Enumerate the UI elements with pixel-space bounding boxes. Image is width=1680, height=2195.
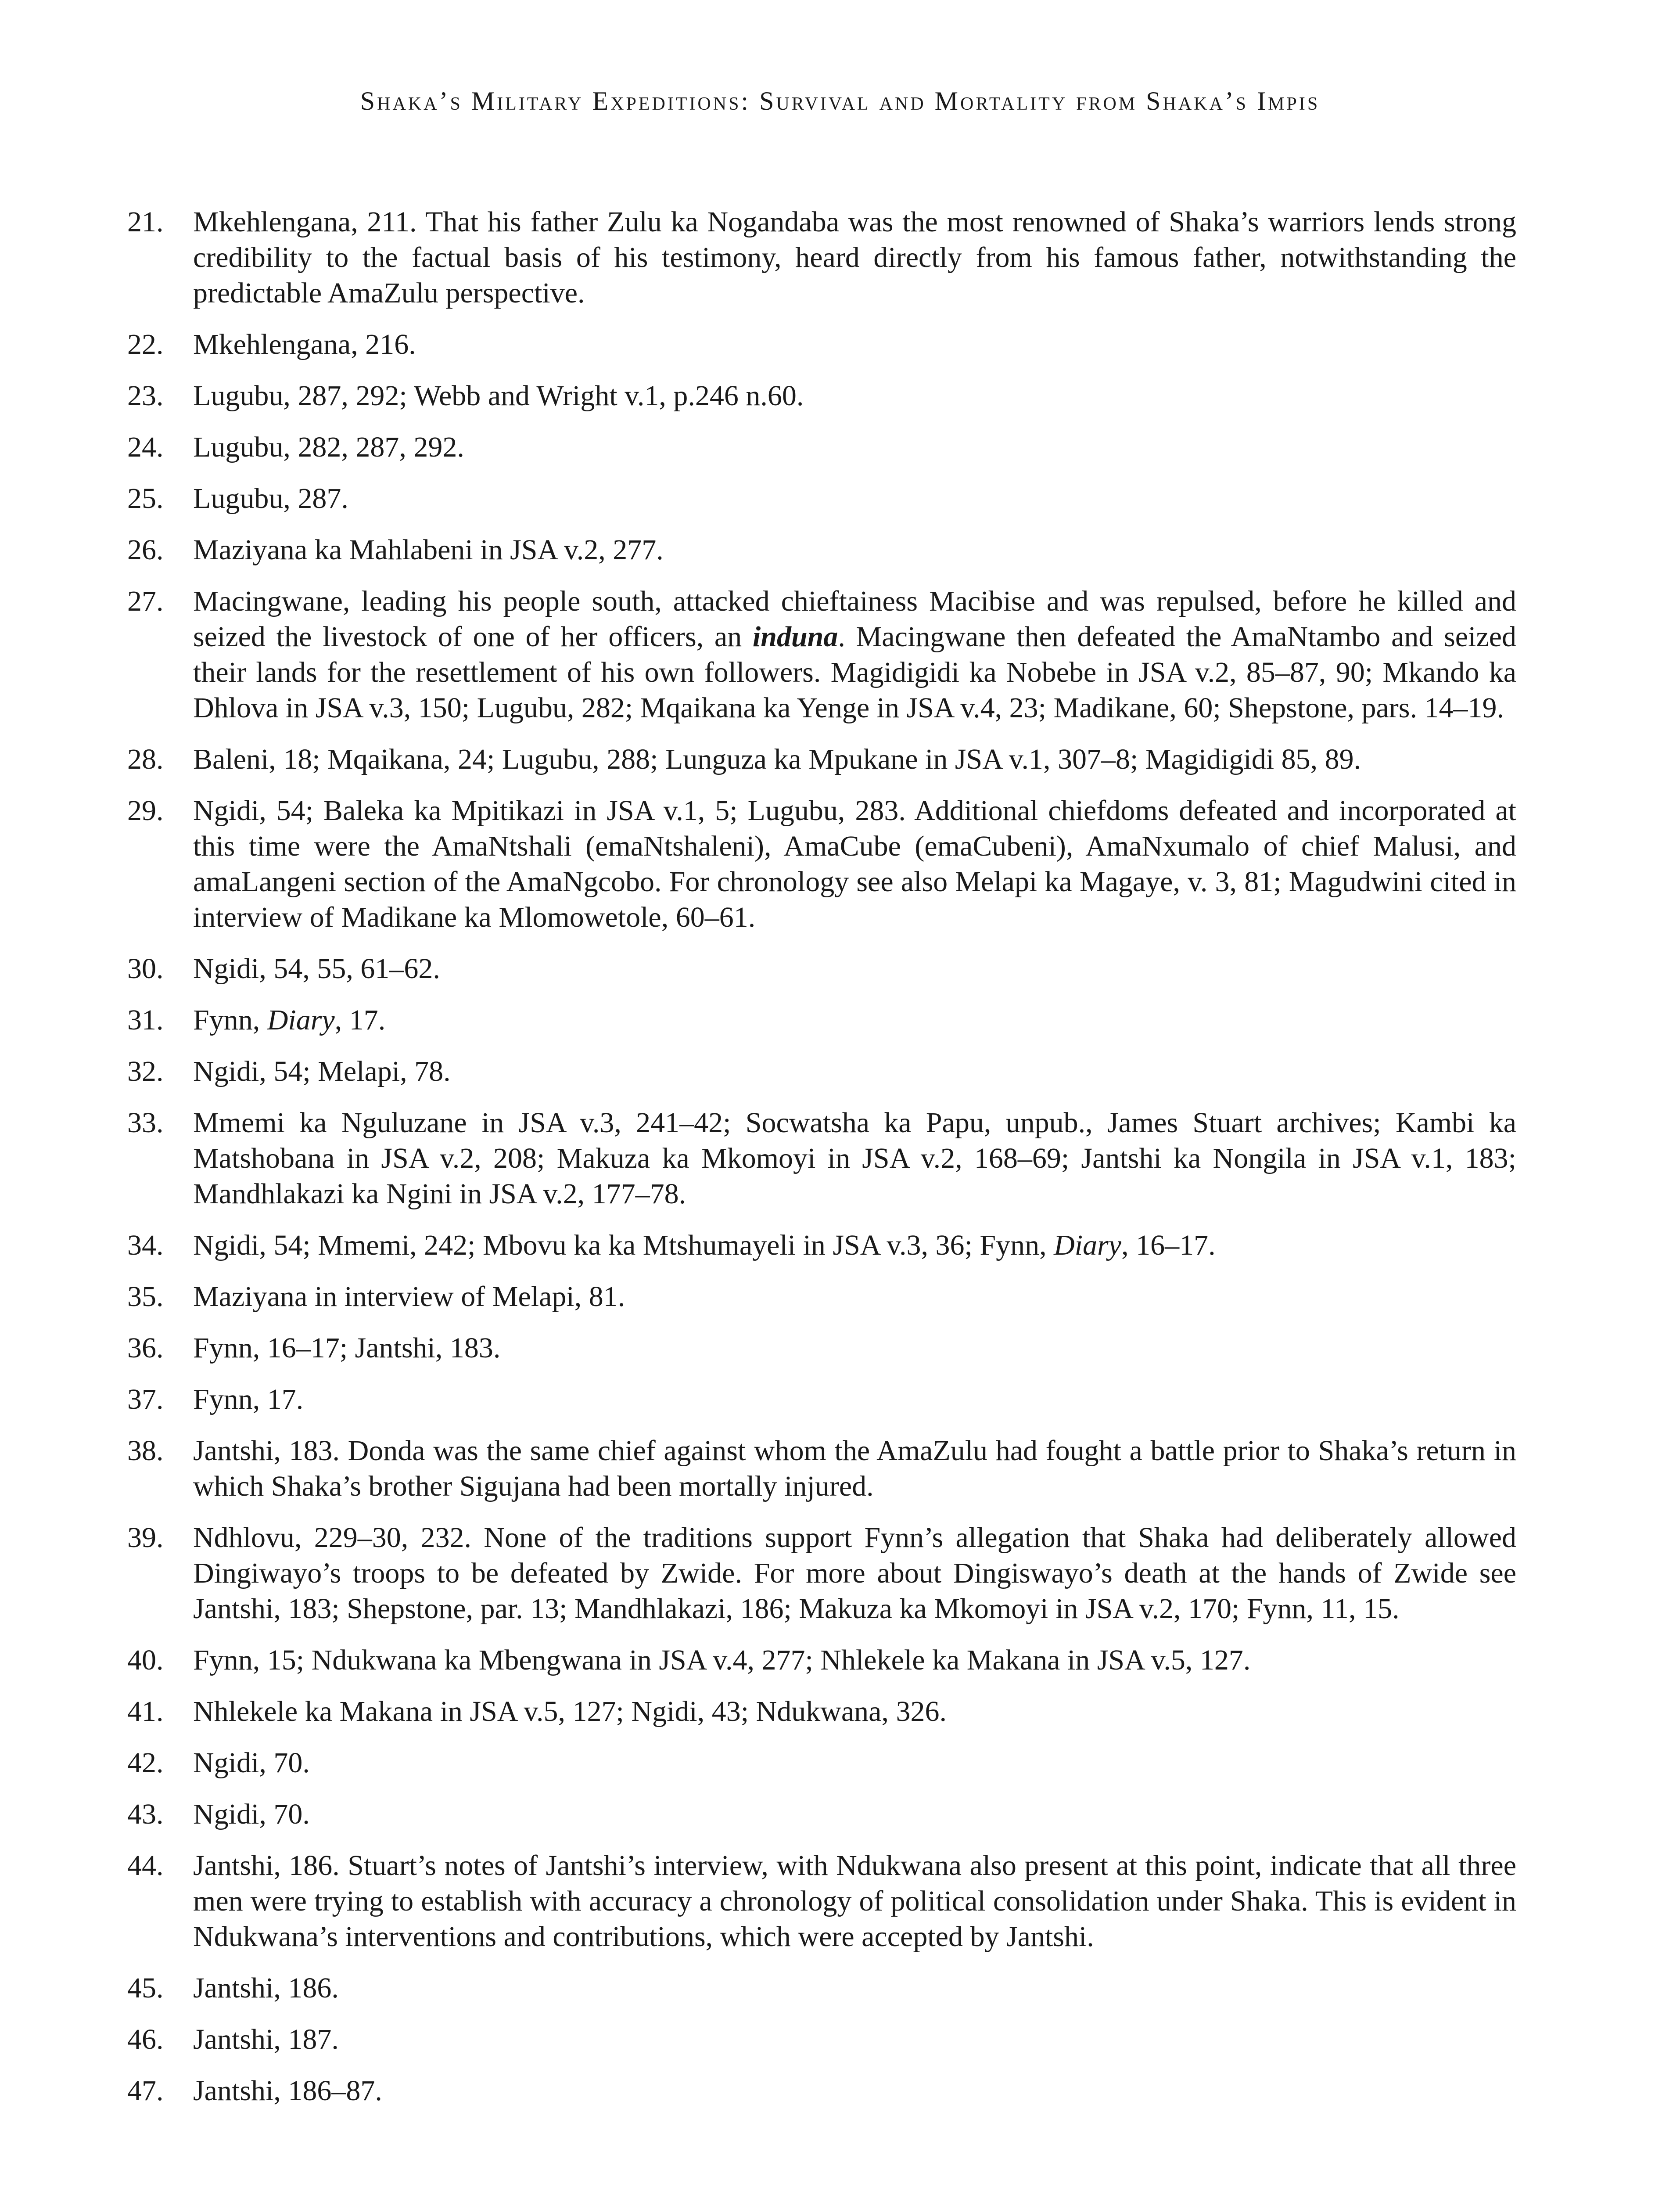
endnote-text-run: Ngidi, 54; Melapi, 78. bbox=[193, 1055, 451, 1087]
endnote-text-run: Fynn, 16–17; Jantshi, 183. bbox=[193, 1332, 501, 1364]
endnote-emphasis: Diary bbox=[1054, 1229, 1122, 1261]
endnote-text bbox=[193, 1433, 1516, 1504]
endnote-number: 44. bbox=[127, 1850, 164, 1882]
endnote bbox=[127, 2022, 1516, 2057]
endnote-text bbox=[193, 1520, 1516, 1626]
endnote-text-run: , 16–17. bbox=[1121, 1229, 1216, 1261]
endnote bbox=[127, 741, 1516, 777]
endnote bbox=[127, 793, 1516, 935]
endnote bbox=[127, 1642, 1516, 1678]
endnote-text-run: Ngidi, 54; Baleka ka Mpitikazi in JSA v.1, 5; Lugubu, 283. Additional chiefdoms defeated and incorporated at this time were the AmaNtshali (emaNtshaleni), AmaCube (emaCubeni), AmaNxumalo of chief Malusi, and amaLangeni section of the AmaNgcobo. For chronology see also Melapi ka Magaye, v. 3, 81; Magudwini cited in interview of Madikane ka Mlomowetole, 60–61. bbox=[193, 795, 1516, 933]
endnote-text-run: Ndhlovu, 229–30, 232. None of the traditions support Fynn’s allegation that Shaka had deliberately allowed Dingiwayo’s troops to be defeated by Zwide. For more about Dingiswayo’s death at the hands of Zwide see Jantshi, 183; Shepstone, par. 13; Mandhlakazi, 186; Makuza ka Mkomoyi in JSA v.2, 170; Fynn, 11, 15. bbox=[193, 1522, 1516, 1625]
endnote-number: 27. bbox=[127, 585, 164, 617]
endnote-text-run: Mmemi ka Nguluzane in JSA v.3, 241–42; Socwatsha ka Papu, unpub., James Stuart archives; Kambi ka Matshobana in JSA v.2, 208; Makuza ka Mkomoyi in JSA v.2, 168–69; Jantshi ka Nongila in JSA v.1, 183; Mandhlakazi ka Ngini in JSA v.2, 177–78. bbox=[193, 1107, 1516, 1210]
endnote-number: 47. bbox=[127, 2075, 164, 2107]
endnote-text-run: , 17. bbox=[334, 1004, 386, 1036]
endnote-text bbox=[193, 1642, 1516, 1678]
endnote-number: 29. bbox=[127, 795, 164, 827]
endnote-number: 46. bbox=[127, 2023, 164, 2055]
endnote bbox=[127, 1848, 1516, 1954]
endnote bbox=[127, 1382, 1516, 1417]
endnote-number: 23. bbox=[127, 380, 164, 412]
endnote-number: 21. bbox=[127, 206, 164, 238]
endnote-text bbox=[193, 481, 1516, 516]
endnote-number: 31. bbox=[127, 1004, 164, 1036]
endnote-text-run: Ngidi, 54, 55, 61–62. bbox=[193, 953, 440, 985]
endnote bbox=[127, 2073, 1516, 2109]
endnote bbox=[127, 1796, 1516, 1832]
endnote bbox=[127, 951, 1516, 986]
endnote bbox=[127, 481, 1516, 516]
endnote-text-run: Lugubu, 287, 292; Webb and Wright v.1, p.246 n.60. bbox=[193, 380, 804, 412]
endnote-text-run: Jantshi, 186. Stuart’s notes of Jantshi’s interview, with Ndukwana also present at this point, indicate that all three men were trying to establish with accuracy a chronology of political consolidation under Shaka. This is evident in Ndukwana’s interventions and contributions, which were accepted by Jantshi. bbox=[193, 1850, 1516, 1953]
endnote-text-run: Fynn, bbox=[193, 1004, 267, 1036]
endnote-text bbox=[193, 327, 1516, 362]
endnote-text bbox=[193, 793, 1516, 935]
endnote-text-run: Mkehlengana, 211. That his father Zulu ka Nogandaba was the most renowned of Shaka’s warriors lends strong credibility to the factual basis of his testimony, heard directly from his famous father, notwithstanding the predictable AmaZulu perspective. bbox=[193, 206, 1516, 309]
endnote-text bbox=[193, 532, 1516, 568]
endnote-number: 25. bbox=[127, 482, 164, 515]
endnote-text bbox=[193, 2073, 1516, 2109]
endnote bbox=[127, 1227, 1516, 1263]
endnote-text-run: Baleni, 18; Mqaikana, 24; Lugubu, 288; Lunguza ka Mpukane in JSA v.1, 307–8; Magidigidi 85, 89. bbox=[193, 743, 1361, 775]
endnote-text bbox=[193, 1796, 1516, 1832]
endnote-emphasis: induna bbox=[752, 621, 838, 653]
endnote-number: 33. bbox=[127, 1107, 164, 1139]
endnote-text bbox=[193, 1745, 1516, 1781]
endnote-text bbox=[193, 378, 1516, 414]
endnote-text-run: Lugubu, 287. bbox=[193, 482, 348, 515]
endnote bbox=[127, 1694, 1516, 1729]
endnotes-list bbox=[127, 204, 1516, 2124]
endnote-text-run: Ngidi, 70. bbox=[193, 1798, 310, 1830]
endnote bbox=[127, 1520, 1516, 1626]
endnote-text bbox=[193, 1105, 1516, 1212]
endnote-number: 36. bbox=[127, 1332, 164, 1364]
endnote-number: 26. bbox=[127, 534, 164, 566]
endnote-text bbox=[193, 1382, 1516, 1417]
endnote-text-run: Nhlekele ka Makana in JSA v.5, 127; Ngidi, 43; Ndukwana, 326. bbox=[193, 1695, 947, 1727]
endnote bbox=[127, 429, 1516, 465]
endnote-text-run: Ngidi, 54; Mmemi, 242; Mbovu ka ka Mtshumayeli in JSA v.3, 36; Fynn, bbox=[193, 1229, 1054, 1261]
endnote-number: 43. bbox=[127, 1798, 164, 1830]
endnote-number: 40. bbox=[127, 1644, 164, 1676]
endnote-text-run: Jantshi, 183. Donda was the same chief against whom the AmaZulu had fought a battle prior to Shaka’s return in which Shaka’s brother Sigujana had been mortally injured. bbox=[193, 1435, 1516, 1502]
endnote-text-run: Fynn, 17. bbox=[193, 1383, 304, 1415]
endnote-text bbox=[193, 429, 1516, 465]
endnote-text bbox=[193, 1970, 1516, 2006]
endnote-text bbox=[193, 2022, 1516, 2057]
endnote bbox=[127, 1279, 1516, 1314]
endnote bbox=[127, 532, 1516, 568]
endnote-text-run: . Macingwane then defeated the AmaNtambo and seized their lands for the resettlement of his own followers. Magidigidi ka Nobebe in JSA v.2, 85–87, 90; Mkando ka Dhlova in JSA v.3, 150; Lugubu, 282; Mqaikana ka Yenge in JSA v.4, 23; Madikane, 60; Shepstone, pars. 14–19. bbox=[193, 621, 1516, 724]
endnote-text bbox=[193, 1227, 1516, 1263]
endnote bbox=[127, 1970, 1516, 2006]
endnote-text-run: Jantshi, 186. bbox=[193, 1972, 339, 2004]
endnote-text bbox=[193, 1054, 1516, 1089]
endnote-text bbox=[193, 583, 1516, 726]
endnote-text bbox=[193, 1330, 1516, 1366]
endnote-text bbox=[193, 1694, 1516, 1729]
endnote-text-run: Jantshi, 187. bbox=[193, 2023, 339, 2055]
endnote-number: 24. bbox=[127, 431, 164, 463]
endnote-number: 39. bbox=[127, 1522, 164, 1554]
endnote bbox=[127, 204, 1516, 311]
endnote bbox=[127, 1002, 1516, 1038]
endnote-number: 42. bbox=[127, 1747, 164, 1779]
endnote bbox=[127, 1745, 1516, 1781]
endnote-number: 37. bbox=[127, 1383, 164, 1415]
endnote-number: 35. bbox=[127, 1281, 164, 1313]
endnote-text-run: Mkehlengana, 216. bbox=[193, 328, 416, 360]
endnote-text bbox=[193, 1848, 1516, 1954]
endnote bbox=[127, 378, 1516, 414]
endnote-number: 30. bbox=[127, 953, 164, 985]
endnote-text-run: Jantshi, 186–87. bbox=[193, 2075, 382, 2107]
endnote-number: 22. bbox=[127, 328, 164, 360]
endnote-text bbox=[193, 1002, 1516, 1038]
endnote bbox=[127, 1054, 1516, 1089]
endnote bbox=[127, 1433, 1516, 1504]
endnote-number: 32. bbox=[127, 1055, 164, 1087]
endnote-text bbox=[193, 204, 1516, 311]
endnote bbox=[127, 1330, 1516, 1366]
endnote-text-run: Fynn, 15; Ndukwana ka Mbengwana in JSA v.4, 277; Nhlekele ka Makana in JSA v.5, 127. bbox=[193, 1644, 1251, 1676]
endnote-text-run: Lugubu, 282, 287, 292. bbox=[193, 431, 464, 463]
endnote-number: 41. bbox=[127, 1695, 164, 1727]
endnote-text bbox=[193, 1279, 1516, 1314]
endnote-text-run: Maziyana in interview of Melapi, 81. bbox=[193, 1281, 625, 1313]
endnote-text-run: Maziyana ka Mahlabeni in JSA v.2, 277. bbox=[193, 534, 664, 566]
endnote-text-run: Ngidi, 70. bbox=[193, 1747, 310, 1779]
endnote-number: 38. bbox=[127, 1435, 164, 1467]
endnote-emphasis: Diary bbox=[267, 1004, 335, 1036]
endnote-text bbox=[193, 741, 1516, 777]
endnote-number: 45. bbox=[127, 1972, 164, 2004]
endnote-text bbox=[193, 951, 1516, 986]
endnote-text-run: Macingwane, leading his people south, attacked chieftainess Macibise and was repulsed, before he killed and seized the livestock of one of her officers, an bbox=[193, 585, 1516, 653]
endnote-number: 28. bbox=[127, 743, 164, 775]
running-head: Shaka’s Military Expeditions: Survival and Mortality from Shaka’s Impis bbox=[360, 86, 1320, 115]
endnote bbox=[127, 583, 1516, 726]
endnote bbox=[127, 1105, 1516, 1212]
endnote-number: 34. bbox=[127, 1229, 164, 1261]
endnote bbox=[127, 327, 1516, 362]
